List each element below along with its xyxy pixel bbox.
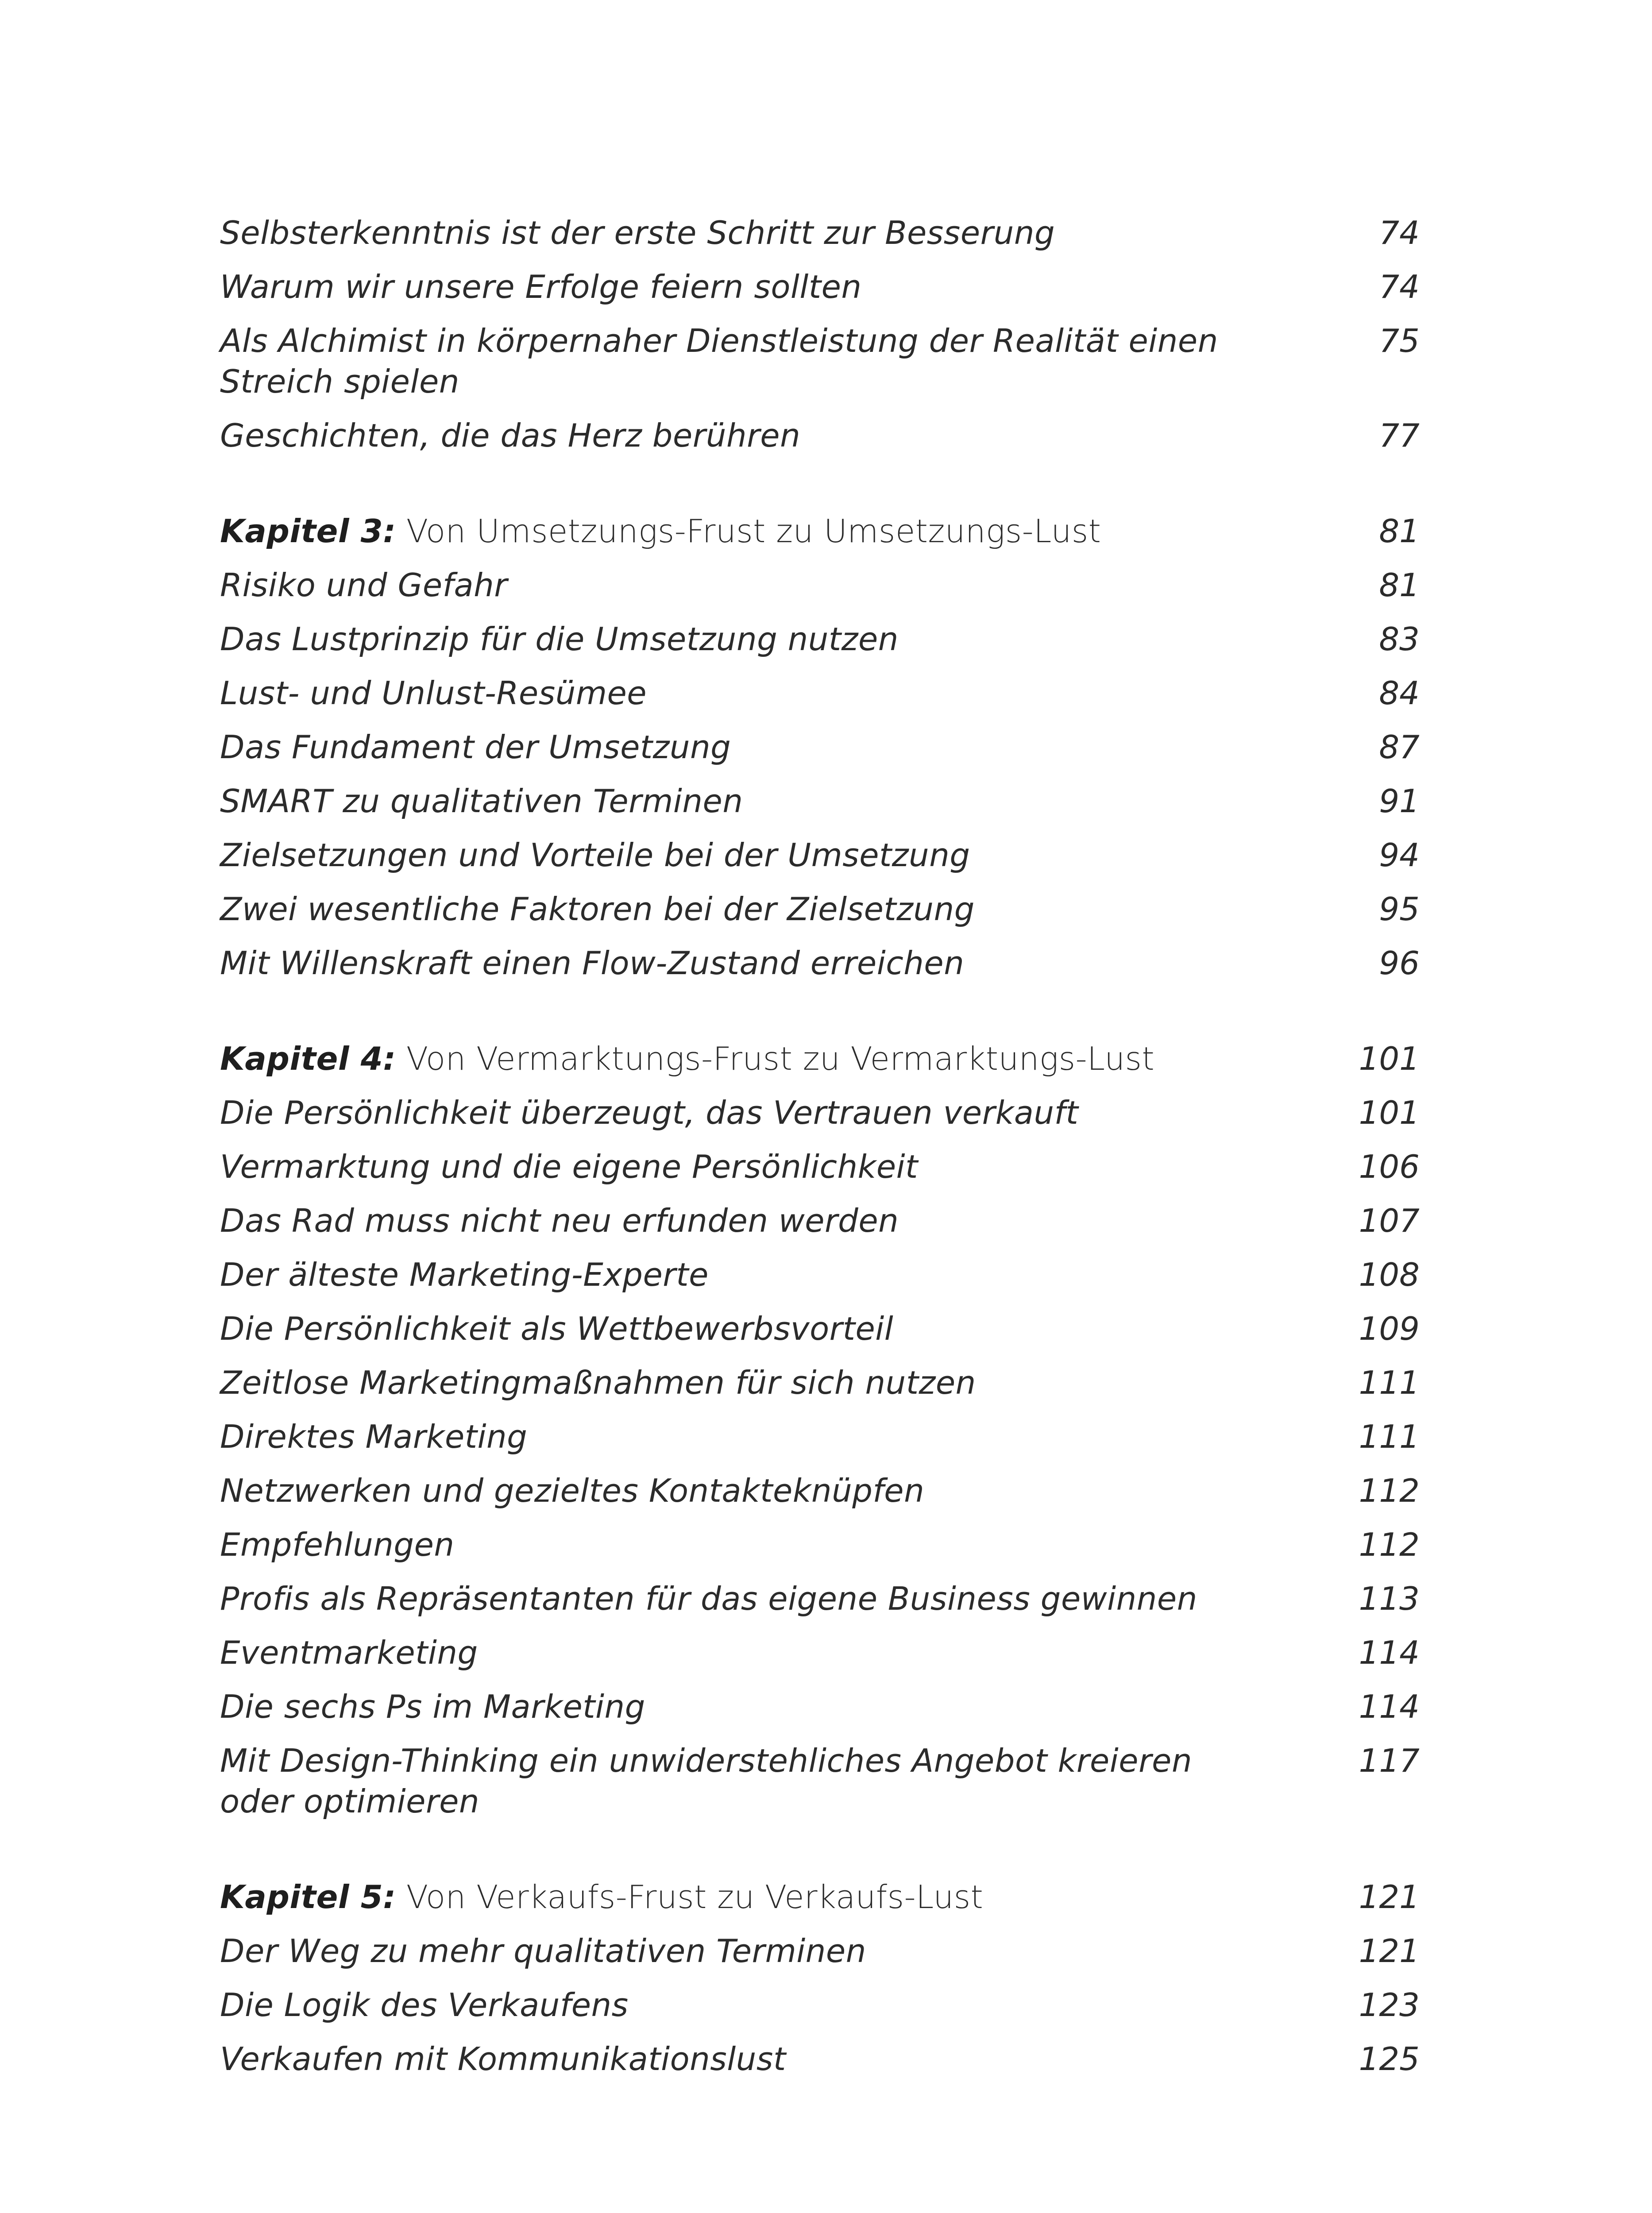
toc-entry (220, 943, 1420, 983)
toc-entry-title: Geschichten, die das Herz berühren (220, 417, 801, 454)
toc-entry (220, 1578, 1420, 1619)
toc-chapter-3 (220, 511, 1420, 551)
toc-chapter-4 (220, 1038, 1420, 1079)
toc-entry (220, 1362, 1420, 1403)
toc-entry-title: SMART zu qualitativen Terminen (220, 783, 743, 820)
toc-entry-title: Zwei wesentliche Faktoren bei der Zielsetzung (220, 891, 975, 928)
toc-entry-page: 74 (1379, 214, 1420, 251)
toc-entry-title: Netzwerken und gezieltes Kontakteknüpfen (220, 1472, 925, 1509)
toc-entry-page: 117 (1359, 1742, 1420, 1779)
toc-entry-title: Selbsterkenntnis ist der erste Schritt zur Besserung (220, 214, 1055, 251)
toc-entry-title: Zielsetzungen und Vorteile bei der Umsetzung (220, 837, 970, 874)
toc-entry-title: Die Persönlichkeit als Wettbewerbsvorteil (220, 1310, 894, 1347)
chapter-label: Kapitel 4: (220, 1040, 396, 1077)
toc-entry (220, 1740, 1420, 1822)
toc-entry-title: Empfehlungen (220, 1526, 455, 1563)
toc-entry-title: Mit Design-Thinking ein unwiderstehliches Angebot kreieren oder optimieren (220, 1742, 1193, 1820)
toc-chapter-title (220, 1038, 1229, 1079)
toc-entry-page: 75 (1379, 322, 1420, 359)
toc-entry-page: 81 (1379, 567, 1420, 604)
toc-entry (220, 727, 1420, 767)
toc-entry-title: Direktes Marketing (220, 1418, 528, 1455)
toc-entry-title: Das Rad muss nicht neu erfunden werden (220, 1202, 899, 1239)
toc-entry-page: 96 (1379, 945, 1420, 982)
toc-entry-title: Profis als Repräsentanten für das eigene Business gewinnen (220, 1580, 1197, 1617)
toc-entry-title: Zeitlose Marketingmaßnahmen für sich nutzen (220, 1364, 976, 1401)
toc-entry-title: Lust- und Unlust-Resümee (220, 675, 647, 712)
toc-entry-page: 121 (1359, 1932, 1420, 1970)
toc-entry-page: 94 (1379, 837, 1420, 874)
toc-entry (220, 1985, 1420, 2025)
toc-entry (220, 1092, 1420, 1133)
toc-entry (220, 835, 1420, 875)
toc-entry-page: 112 (1359, 1526, 1420, 1563)
toc-entry-title: Mit Willenskraft einen Flow-Zustand erreichen (220, 945, 965, 982)
chapter-label: Kapitel 3: (220, 513, 396, 550)
chapter-name: Von Umsetzungs-Frust zu Umsetzungs-Lust (406, 513, 1101, 550)
toc-entry-page: 106 (1359, 1148, 1420, 1185)
toc-entry (220, 1524, 1420, 1565)
toc-entry-title: Die sechs Ps im Marketing (220, 1688, 645, 1725)
toc-entry-page: 84 (1379, 675, 1420, 712)
toc-entry-page: 81 (1379, 513, 1420, 550)
toc-entry-title: Die Logik des Verkaufens (220, 1986, 629, 2024)
table-of-contents (220, 212, 1420, 2093)
toc-entry-title: Eventmarketing (220, 1634, 478, 1671)
chapter-name: Von Verkaufs-Frust zu Verkaufs-Lust (406, 1878, 984, 1916)
toc-entry-page: 112 (1359, 1472, 1420, 1509)
toc-entry (220, 781, 1420, 821)
toc-entry-page: 83 (1379, 621, 1420, 658)
toc-entry-page: 101 (1359, 1040, 1420, 1077)
toc-entry-page: 123 (1359, 1986, 1420, 2024)
toc-entry-page: 91 (1379, 783, 1420, 820)
toc-entry (220, 415, 1420, 456)
toc-entry-page: 114 (1359, 1634, 1420, 1671)
toc-entry (220, 1254, 1420, 1295)
toc-entry-title: Der älteste Marketing-Experte (220, 1256, 709, 1293)
toc-entry-title: Das Lustprinzip für die Umsetzung nutzen (220, 621, 899, 658)
toc-chapter-title (220, 1877, 1229, 1917)
chapter-label: Kapitel 5: (220, 1878, 396, 1916)
toc-entry (220, 266, 1420, 307)
toc-entry (220, 889, 1420, 929)
toc-entry-page: 95 (1379, 891, 1420, 928)
toc-entry-title: Vermarktung und die eigene Persönlichkeit (220, 1148, 918, 1185)
toc-entry-title: Risiko und Gefahr (220, 567, 508, 604)
toc-entry (220, 320, 1420, 402)
toc-entry (220, 1146, 1420, 1187)
toc-entry (220, 2039, 1420, 2079)
toc-chapter-5 (220, 1877, 1420, 1917)
toc-entry-page: 87 (1379, 729, 1420, 766)
toc-entry (220, 565, 1420, 605)
toc-entry-title: Der Weg zu mehr qualitativen Terminen (220, 1932, 866, 1970)
toc-entry-page: 121 (1359, 1878, 1420, 1916)
toc-entry-title: Die Persönlichkeit überzeugt, das Vertrauen verkauft (220, 1094, 1079, 1131)
toc-entry (220, 1686, 1420, 1727)
toc-entry-title: Verkaufen mit Kommunikationslust (220, 2040, 786, 2078)
toc-entry-page: 107 (1359, 1202, 1420, 1239)
toc-entry-page: 125 (1359, 2040, 1420, 2078)
toc-entry-page: 109 (1359, 1310, 1420, 1347)
toc-entry (220, 673, 1420, 713)
toc-entry (220, 1931, 1420, 1971)
toc-entry-title: Als Alchimist in körpernaher Dienstleistung der Realität einen Streich spielen (220, 322, 1218, 400)
toc-entry (220, 1308, 1420, 1349)
toc-entry-title: Das Fundament der Umsetzung (220, 729, 731, 766)
toc-entry-page: 101 (1359, 1094, 1420, 1131)
toc-entry (220, 1632, 1420, 1673)
toc-entry (220, 212, 1420, 253)
toc-entry-page: 114 (1359, 1688, 1420, 1725)
toc-entry-page: 77 (1379, 417, 1420, 454)
toc-entry-page: 108 (1359, 1256, 1420, 1293)
toc-entry-page: 111 (1359, 1364, 1420, 1401)
toc-entry (220, 1470, 1420, 1511)
toc-entry (220, 619, 1420, 659)
toc-entry (220, 1200, 1420, 1241)
toc-entry-page: 74 (1379, 268, 1420, 305)
toc-entry (220, 1416, 1420, 1457)
toc-entry-page: 113 (1359, 1580, 1420, 1617)
toc-entry-title: Warum wir unsere Erfolge feiern sollten (220, 268, 862, 305)
toc-chapter-title (220, 511, 1229, 551)
toc-entry-page: 111 (1359, 1418, 1420, 1455)
chapter-name: Von Vermarktungs-Frust zu Vermarktungs-Lust (406, 1040, 1155, 1077)
